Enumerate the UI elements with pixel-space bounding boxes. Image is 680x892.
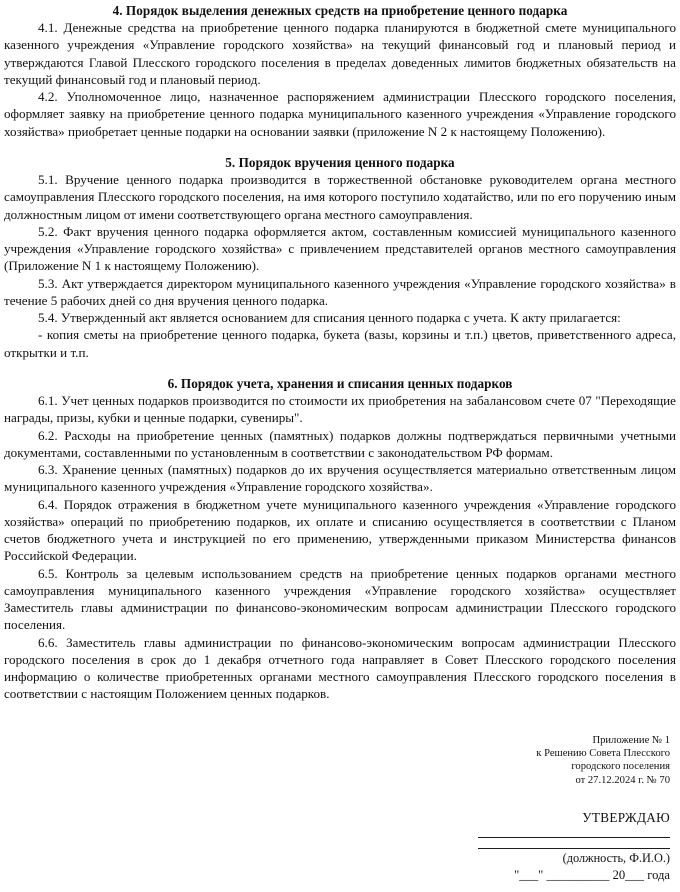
paragraph-6-2: 6.2. Расходы на приобретение ценных (памятных) подарков должны подтверждаться первичными учетными документами, составленными по установленным в соответствии с законодательством РФ формам. [4,427,676,460]
paragraph-5-4: 5.4. Утвержденный акт является основанием для списания ценного подарка с учета. К акту прилагается: [38,310,621,326]
appendix-reference-block [4,734,676,788]
paragraph-6-4: 6.4. Порядок отражения в бюджетном учете муниципального казенного учреждения «Управление городского хозяйства» операций по приобретению подарков, их оплате и списанию осуществляется в соответствии с Планом счетов бюджетного учета и инструкцией по его применению, утвержденными приказом Министерства финансов Российской Федерации. [4,496,676,564]
appendix-line-title: Приложение № 1 [592,734,670,746]
section-heading-5: 5. Порядок вручения ценного подарка [225,154,455,170]
paragraph-5-4-item: - копия сметы на приобретение ценного подарка, букета (вазы, корзины и т.п.) цветов, приветственного адреса, открытки и т.п. [4,327,676,360]
paragraph-6-1: 6.1. Учет ценных подарков производится по стоимости их приобретения на забалансовом счете 07 "Переходящие награды, призы, кубки и ценные подарки, сувениры". [4,393,676,426]
paragraph-6-5: 6.5. Контроль за целевым использованием средств на приобретение ценных подарков органами местного самоуправления муниципального казенного учреждения «Управление городского хозяйства» осуществляет Заместитель главы администрации по финансово-экономическим вопросам администрации Плесского городского поселения. [4,565,676,633]
paragraph-4-2: 4.2. Уполномоченное лицо, назначенное распоряжением администрации Плесского городского поселения, оформляет заявку на приобретение ценного подарка муниципального казенного учреждения «Управление городского хозяйства» приобретает ценные подарки на основании заявки (приложение N 2 к настоящему Положению). [4,89,676,139]
appendix-line-decision: к Решению Совета Плесского [536,748,670,760]
signature-caption: (должность, Ф.И.О.) [562,851,670,866]
paragraph-6-6: 6.6. Заместитель главы администрации по финансово-экономическим вопросам администрации Плесского городского поселения в срок до 1 декабря отчетного года направляет в Совет Плесского городского поселения информацию о количестве приобретенных органами местного самоуправления Плесского городского поселения в соответствии с настоящим Положением ценных подарков. [4,634,676,702]
approval-date-line: "___" __________ 20___ года [514,868,670,883]
approval-block [4,809,676,884]
section-heading-4: 4. Порядок выделения денежных средств на приобретение ценного подарка [112,3,568,18]
paragraph-5-1: 5.1. Вручение ценного подарка производится в торжественной обстановке руководителем органа местного самоуправления Плесского городского поселения, на имя которого поступило ходатайство, или по его поручению иным должностным лицом от имени соответствующего органа местного самоуправления. [4,172,676,222]
signature-rules [478,837,670,849]
paragraph-5-3: 5.3. Акт утверждается директором муниципального казенного учреждения «Управление городского хозяйства» в течение 5 рабочих дней со дня вручения ценного подарка. [4,275,676,308]
paragraph-4-1: 4.1. Денежные средства на приобретение ценного подарка планируются в бюджетной смете муниципального казенного учреждения «Управление городского хозяйства» на текущий финансовый год и плановый период и утверждаются Главой Плесского городского поселения в пределах доведенных лимитов бюджетных обязательств на текущий финансовый год и плановый период. [4,20,676,87]
paragraph-6-3: 6.3. Хранение ценных (памятных) подарков до их вручения осуществляется материально ответственным лицом муниципального казенного учреждения «Управление городского хозяйства». [4,462,676,495]
appendix-line-settlement: городского поселения [571,761,670,773]
paragraph-5-2: 5.2. Факт вручения ценного подарка оформляется актом, составленным комиссией муниципального казенного учреждения «Управление городского хозяйства» с привлечением представителей органов местного самоуправления (Приложение N 1 к настоящему Положению). [4,223,676,274]
document-body [4,2,676,884]
signature-rule-top [478,837,670,838]
approval-title: УТВЕРЖДАЮ [582,810,670,826]
signature-rule-bottom [478,848,670,849]
section-heading-6: 6. Порядок учета, хранения и списания ценных подарков [167,375,513,391]
appendix-line-date-number: от 27.12.2024 г. № 70 [575,774,670,786]
